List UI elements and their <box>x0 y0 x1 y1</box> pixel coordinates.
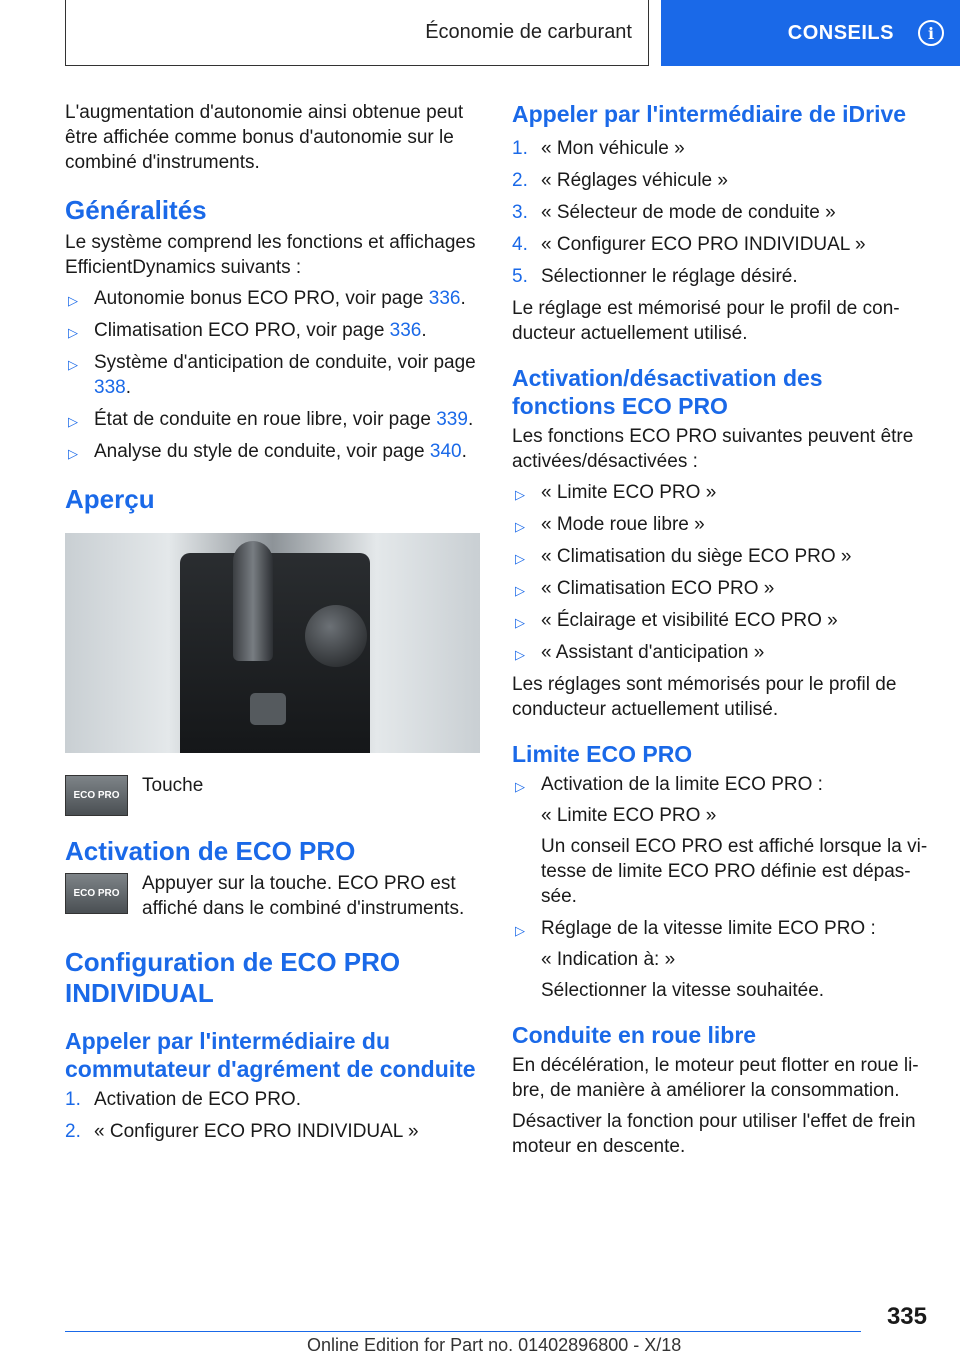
triangle-bullet-icon: ▷ <box>515 519 525 534</box>
list-item: ▷ « Limite ECO PRO » <box>512 480 932 505</box>
list-item: ▷ Activation de la limite ECO PRO : « Limite ECO PRO » Un conseil ECO PRO est affiché lorsque la vitesse de limite ECO PRO définie est dépassée. <box>515 774 928 907</box>
parking-brake-icon <box>250 693 286 725</box>
list-item: ▷ Autonomie bonus ECO PRO, voir page 336. <box>65 286 480 311</box>
gear-lever-icon <box>233 541 273 661</box>
list-item: 2. « Réglages véhicule » <box>512 170 728 191</box>
idrive-steps <box>512 136 932 289</box>
list-item: ▷ Réglage de la vitesse limite ECO PRO : « Indication à: » Sélectionner la vitesse souhaitée. <box>515 918 876 1001</box>
list-item: ▷ Analyse du style de conduite, voir page 340. <box>65 439 480 464</box>
heading-roue-libre: Conduite en roue libre <box>512 1022 757 1048</box>
idrive-note: Le réglage est mémorisé pour le profil de conducteur actuellement utilisé. <box>512 298 900 344</box>
list-item: 3. « Sélecteur de mode de conduite » <box>512 202 836 223</box>
list-item: ▷ « Mode roue libre » <box>512 512 932 537</box>
list-item: 2. « Configurer ECO PRO INDIVIDUAL » <box>65 1121 419 1142</box>
touche-row <box>65 773 480 816</box>
triangle-bullet-icon: ▷ <box>515 583 525 598</box>
commutateur-steps <box>65 1087 480 1144</box>
triangle-bullet-icon: ▷ <box>515 647 525 662</box>
list-item: 5. Sélectionner le réglage désiré. <box>512 266 798 287</box>
triangle-bullet-icon: ▷ <box>515 551 525 566</box>
page-link[interactable]: 340 <box>429 441 462 462</box>
activation-paragraph: Appuyer sur la touche. ECO PRO est affiché dans le combiné d'instruments. <box>142 873 465 919</box>
triangle-bullet-icon: ▷ <box>515 923 525 938</box>
triangle-bullet-icon: ▷ <box>515 487 525 502</box>
list-item: ▷ Système d'anticipation de conduite, voir page 338. <box>68 352 476 398</box>
list-item: ▷ État de conduite en roue libre, voir page 339. <box>65 407 480 432</box>
fonctions-note: Les réglages sont mémorisés pour le profil de conducteur actuellement utilisé. <box>512 674 897 720</box>
idrive-controller-icon <box>305 605 367 667</box>
intro-paragraph: L'augmentation d'autonomie ainsi obtenue peut être affichée comme bonus d'autonomie sur le combiné d'instruments. <box>65 102 464 173</box>
roue-libre-paragraph-2: Désactiver la fonction pour utiliser l'effet de frein moteur en descente. <box>512 1111 916 1157</box>
section-title: Économie de carburant <box>425 21 632 43</box>
triangle-bullet-icon: ▷ <box>515 779 525 794</box>
activation-row <box>65 871 480 921</box>
heading-apercu: Aperçu <box>65 484 155 514</box>
page-number: 335 <box>886 1303 927 1330</box>
center-console-photo <box>65 533 480 753</box>
touche-label: Touche <box>142 775 204 796</box>
generalites-paragraph: Le système comprend les fonctions et affichages EfficientDynamics suivants : <box>65 232 476 278</box>
heading-limite: Limite ECO PRO <box>512 741 693 767</box>
eco-pro-button-icon: ECO PRO <box>65 873 128 914</box>
heading-activation-fonctions: Activation/désactivation des fonctions ECO PRO <box>512 365 823 419</box>
fonctions-paragraph: Les fonctions ECO PRO suivantes peuvent être activées/désactivées : <box>512 426 914 472</box>
edition-text: Online Edition for Part no. 01402896800 - X/18 <box>307 1335 682 1355</box>
triangle-bullet-icon: ▷ <box>68 446 78 461</box>
list-item: ▷ « Climatisation ECO PRO » <box>512 576 932 601</box>
page-link[interactable]: 339 <box>436 409 468 430</box>
generalites-list <box>65 286 480 464</box>
triangle-bullet-icon: ▷ <box>515 615 525 630</box>
footer-divider <box>65 1331 861 1332</box>
triangle-bullet-icon: ▷ <box>68 414 78 429</box>
right-column <box>512 100 932 1165</box>
page-link[interactable]: 336 <box>389 320 422 341</box>
list-item: 4. « Configurer ECO PRO INDIVIDUAL » <box>512 234 866 255</box>
eco-pro-button-icon: ECO PRO <box>65 775 128 816</box>
heading-appeler-idrive: Appeler par l'intermédiaire de iDrive <box>512 101 907 127</box>
info-icon[interactable]: i <box>918 20 944 46</box>
page-link[interactable]: 338 <box>94 377 126 398</box>
heading-configuration: Configuration de ECO PRO INDIVIDUAL <box>65 947 401 1008</box>
section-title-box <box>65 0 649 66</box>
heading-generalites: Généralités <box>65 195 207 225</box>
list-item: ▷ Climatisation ECO PRO, voir page 336. <box>65 318 480 343</box>
list-item: ▷ « Climatisation du siège ECO PRO » <box>512 544 932 569</box>
list-item: 1. « Mon véhicule » <box>512 138 685 159</box>
triangle-bullet-icon: ▷ <box>68 325 78 340</box>
heading-activation: Activation de ECO PRO <box>65 836 356 866</box>
conseils-tab[interactable] <box>661 0 960 66</box>
left-column <box>65 100 480 1151</box>
list-item: ▷ « Éclairage et visibilité ECO PRO » <box>512 608 932 633</box>
page-header <box>0 0 960 66</box>
fonctions-list <box>512 480 932 665</box>
limite-list <box>512 772 932 1003</box>
heading-appeler-commutateur: Appeler par l'intermédiaire du commutateur d'agrément de conduite <box>65 1028 476 1082</box>
list-item: ▷ « Assistant d'anticipation » <box>512 640 932 665</box>
triangle-bullet-icon: ▷ <box>68 293 78 308</box>
page-link[interactable]: 336 <box>428 288 461 309</box>
roue-libre-paragraph-1: En décélération, le moteur peut flotter en roue libre, de manière à améliorer la consommation. <box>512 1055 919 1101</box>
triangle-bullet-icon: ▷ <box>68 357 78 372</box>
conseils-tab-label: CONSEILS <box>787 21 894 44</box>
list-item: 1. Activation de ECO PRO. <box>65 1089 301 1110</box>
